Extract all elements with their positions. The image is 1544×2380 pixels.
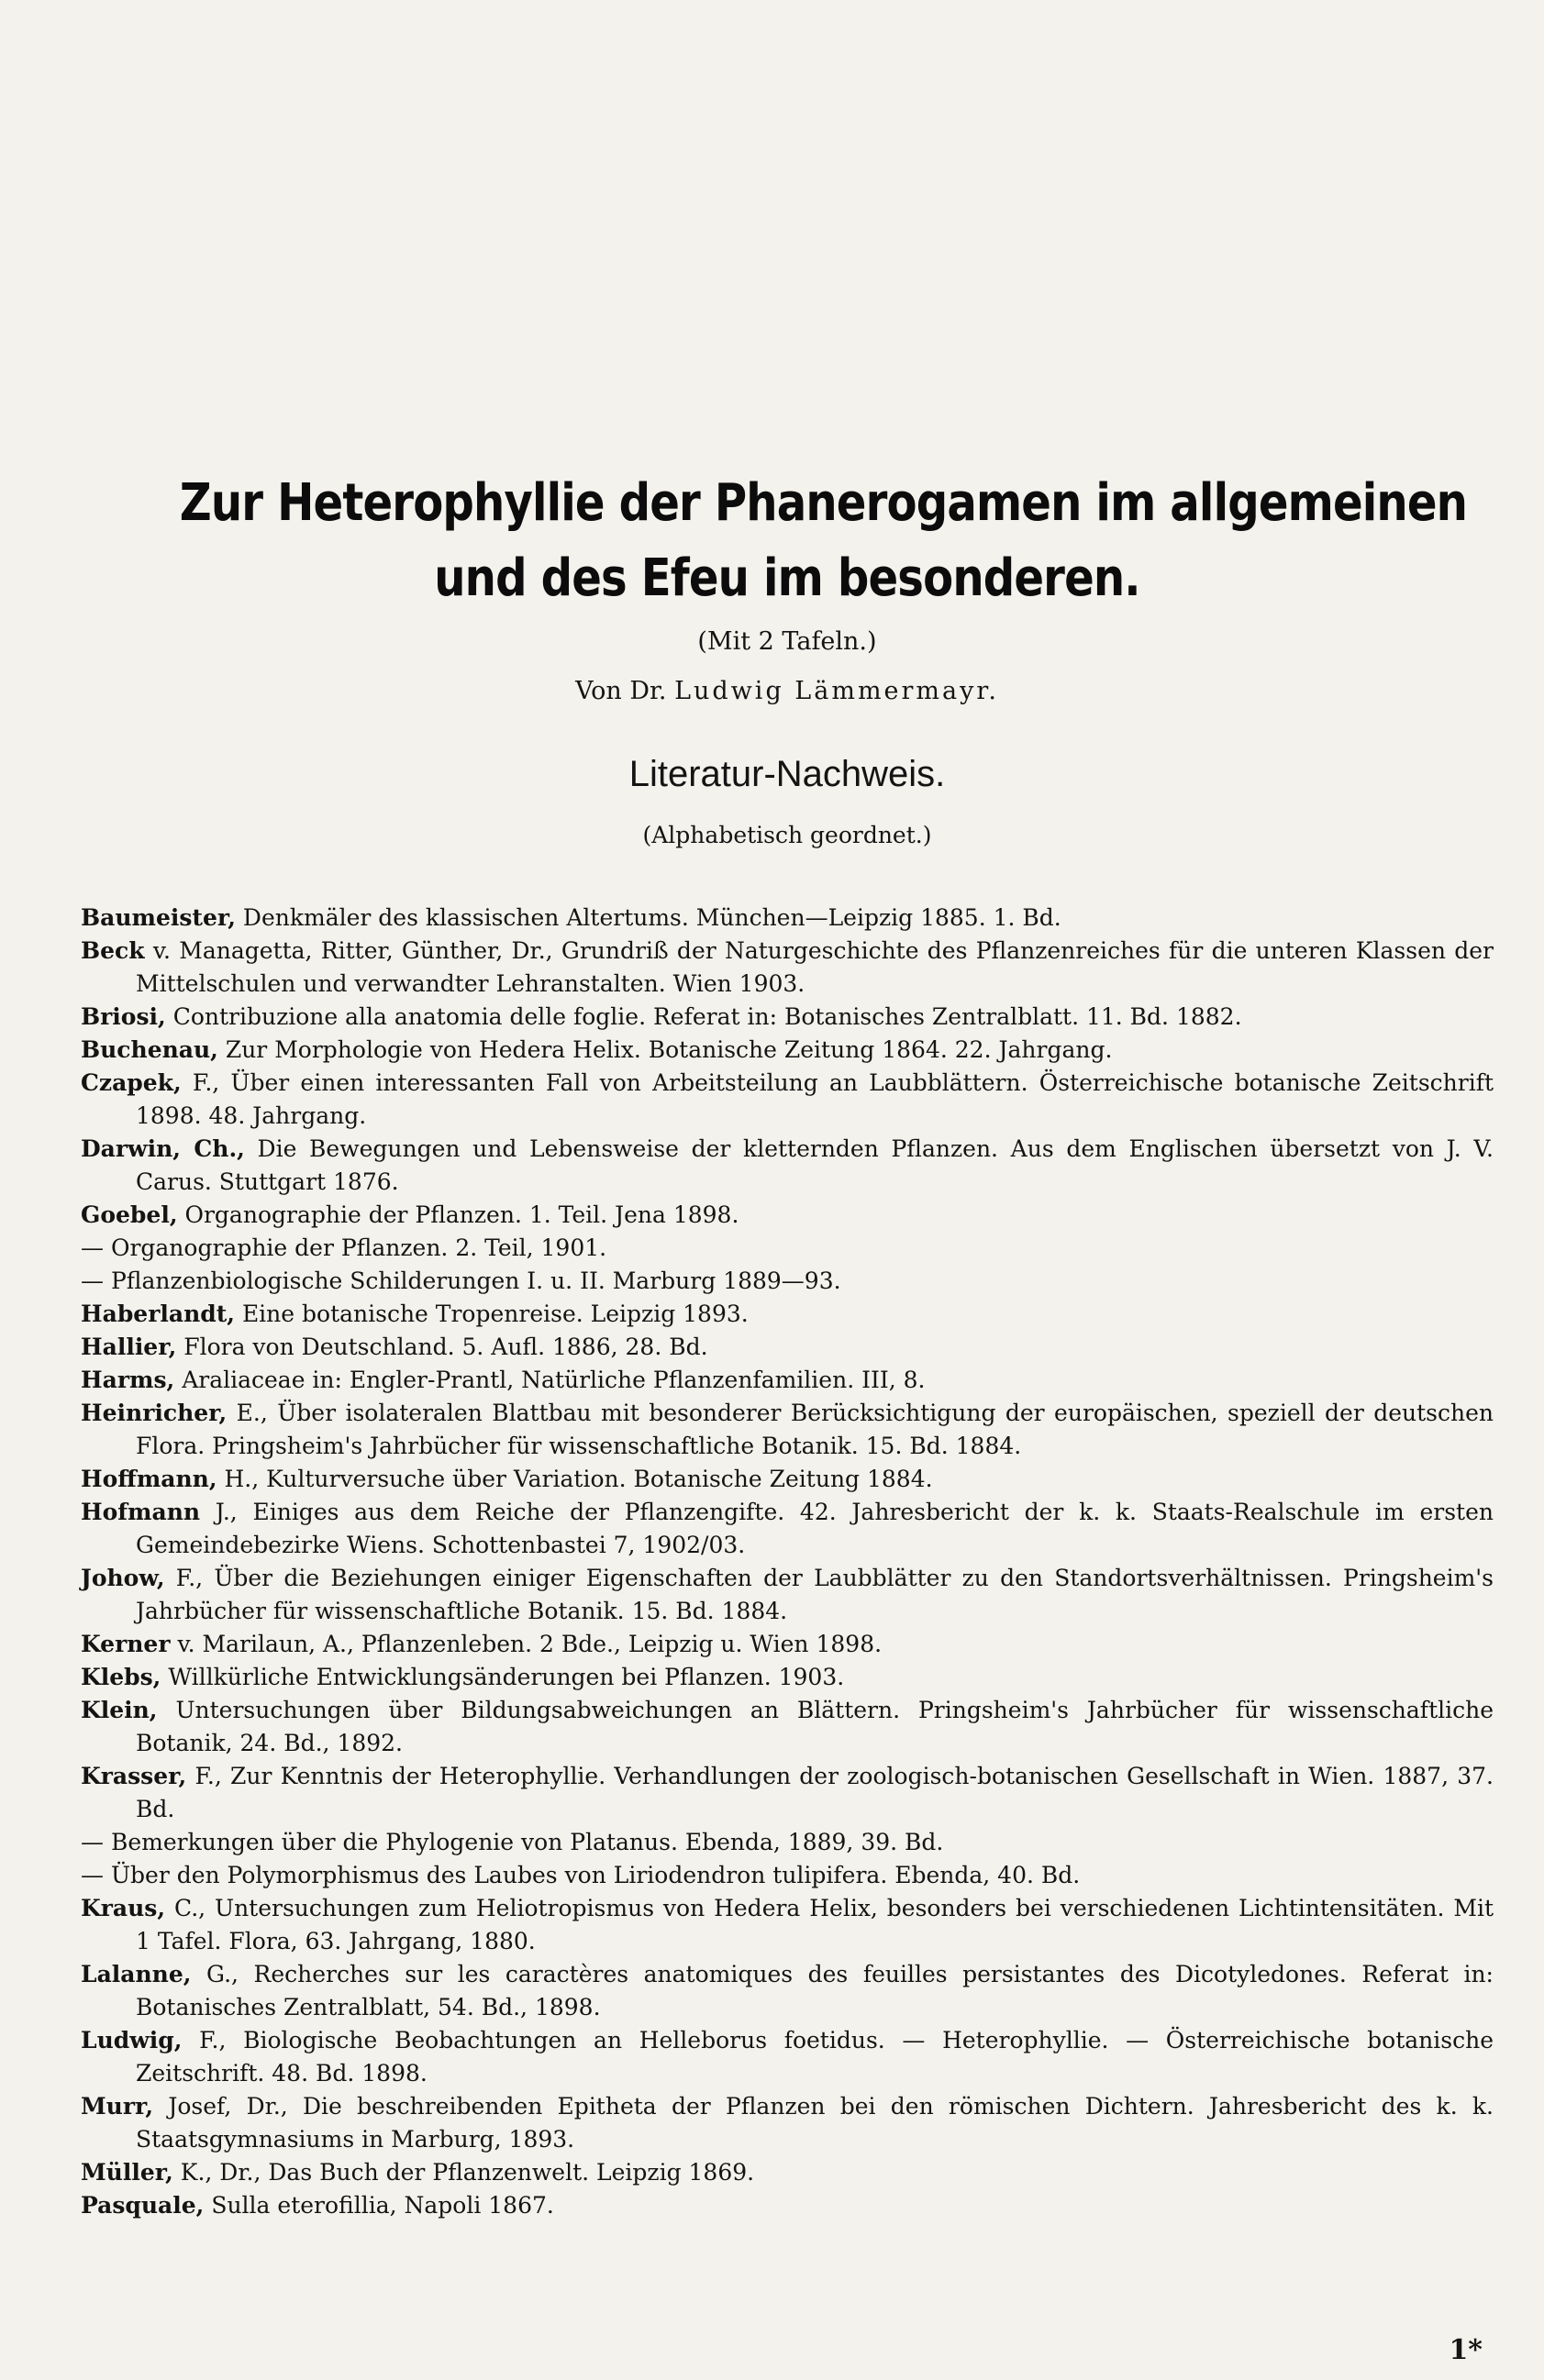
reference-entry bbox=[81, 1694, 1494, 1760]
reference-text: Araliaceae in: Engler-Prantl, Natürliche Pflanzenfamilien. III, 8. bbox=[182, 1367, 926, 1393]
reference-text: H., Kulturversuche über Variation. Botanische Zeitung 1884. bbox=[224, 1466, 933, 1492]
reference-entry bbox=[81, 1661, 1494, 1694]
reference-text: G., Recherches sur les caractères anatomiques des feuilles persistantes des Dicotyledones. Referat in: Botanisches Zentralblatt, 54. Bd., 1898. bbox=[136, 1961, 1494, 2020]
reference-entry bbox=[81, 1133, 1494, 1199]
reference-entry bbox=[81, 1859, 1494, 1892]
reference-text: Eine botanische Tropenreise. Leipzig 1893. bbox=[241, 1301, 749, 1327]
reference-text: F., Zur Kenntnis der Heterophyllie. Verhandlungen der zoologisch-botanischen Gesellschaft in Wien. 1887, 37. Bd. bbox=[136, 1763, 1494, 1822]
reference-author: Murr, bbox=[81, 2093, 154, 2120]
reference-entry bbox=[81, 2024, 1494, 2090]
reference-author: Goebel, bbox=[81, 1201, 178, 1228]
reference-text: v. Managetta, Ritter, Günther, Dr., Grundriß der Naturgeschichte des Pflanzenreiches für die unteren Klassen der Mittelschulen und verwandter Lehranstalten. Wien 1903. bbox=[136, 937, 1494, 997]
reference-entry bbox=[81, 1826, 1494, 1859]
title-line-2: und des Efeu im besonderen. bbox=[434, 548, 1140, 608]
reference-text: J., Einiges aus dem Reiche der Pflanzengifte. 42. Jahresbericht der k. k. Staats-Realschule im ersten Gemeindebezirke Wiens. Schottenbastei 7, 1902/03. bbox=[136, 1499, 1494, 1558]
reference-entry bbox=[81, 2090, 1494, 2156]
reference-text: F., Über einen interessanten Fall von Arbeitsteilung an Laubblättern. Österreichische botanische Zeitschrift 1898. 48. Jahrgang. bbox=[136, 1069, 1494, 1129]
reference-author: Müller, bbox=[81, 2159, 173, 2186]
reference-author: Baumeister, bbox=[81, 904, 236, 931]
reference-entry bbox=[81, 1034, 1494, 1067]
reference-author: Kerner bbox=[81, 1631, 171, 1657]
reference-author: Haberlandt, bbox=[81, 1301, 235, 1327]
reference-entry bbox=[81, 1463, 1494, 1496]
author-line bbox=[81, 677, 1494, 705]
reference-text: K., Dr., Das Buch der Pflanzenwelt. Leipzig 1869. bbox=[180, 2159, 755, 2186]
plates-note: (Mit 2 Tafeln.) bbox=[697, 627, 877, 656]
reference-entry bbox=[81, 1331, 1494, 1364]
reference-author: Hofmann bbox=[81, 1499, 201, 1525]
reference-entry bbox=[81, 1364, 1494, 1397]
reference-text: Denkmäler des klassischen Altertums. München—Leipzig 1885. 1. Bd. bbox=[242, 904, 1061, 931]
reference-entry bbox=[81, 1199, 1494, 1232]
reference-text: Contribuzione alla anatomia delle foglie. Referat in: Botanisches Zentralblatt. 11. Bd. 1882. bbox=[172, 1003, 1242, 1030]
reference-entry bbox=[81, 1232, 1494, 1265]
reference-text: F., Über die Beziehungen einiger Eigenschaften der Laubblätter zu den Standortsverhältnissen. Pringsheim's Jahrbücher für wissenschaftliche Botanik. 15. Bd. 1884. bbox=[136, 1565, 1494, 1624]
reference-author: Pasquale, bbox=[81, 2192, 205, 2219]
reference-author: Krasser, bbox=[81, 1763, 187, 1789]
reference-entry bbox=[81, 1496, 1494, 1562]
reference-text: v. Marilaun, A., Pflanzenleben. 2 Bde., Leipzig u. Wien 1898. bbox=[177, 1631, 883, 1657]
section-note: (Alphabetisch geordnet.) bbox=[642, 822, 932, 848]
reference-entry bbox=[81, 1001, 1494, 1034]
reference-text: Josef, Dr., Die beschreibenden Epitheta der Pflanzen bei den römischen Dichtern. Jahresbericht des k. k. Staatsgymnasiums in Marburg, 1893. bbox=[136, 2093, 1494, 2153]
reference-author: Johow, bbox=[81, 1565, 165, 1591]
reference-author: Klein, bbox=[81, 1697, 158, 1723]
reference-author: Klebs, bbox=[81, 1664, 161, 1690]
reference-text: Organographie der Pflanzen. 1. Teil. Jena 1898. bbox=[184, 1201, 739, 1228]
reference-entry bbox=[81, 2189, 1494, 2222]
reference-text: Willkürliche Entwicklungsänderungen bei Pflanzen. 1903. bbox=[168, 1664, 845, 1690]
reference-author: Ludwig, bbox=[81, 2027, 183, 2053]
reference-author: Darwin, Ch., bbox=[81, 1135, 245, 1162]
page-number: 1* bbox=[1449, 2334, 1483, 2366]
reference-author: Heinricher, bbox=[81, 1400, 228, 1426]
reference-text: Die Bewegungen und Lebensweise der kletternden Pflanzen. Aus dem Englischen übersetzt von J. V. Carus. Stuttgart 1876. bbox=[136, 1135, 1494, 1195]
reference-entry bbox=[81, 1067, 1494, 1133]
reference-text: C., Untersuchungen zum Heliotropismus von Hedera Helix, besonders bei verschiedenen Lichtintensitäten. Mit 1 Tafel. Flora, 63. Jahrgang, 1880. bbox=[136, 1895, 1494, 1954]
reference-text: Sulla eterofillia, Napoli 1867. bbox=[211, 2192, 554, 2219]
author-prefix: Von Dr. bbox=[575, 677, 667, 705]
reference-text: F., Biologische Beobachtungen an Helleborus foetidus. — Heterophyllie. — Österreichische botanische Zeitschrift. 48. Bd. 1898. bbox=[136, 2027, 1494, 2087]
reference-text: — Pflanzenbiologische Schilderungen I. u. II. Marburg 1889—93. bbox=[81, 1267, 841, 1294]
reference-text: — Über den Polymorphismus des Laubes von Liriodendron tulipifera. Ebenda, 40. Bd. bbox=[81, 1862, 1081, 1888]
reference-text: Untersuchungen über Bildungsabweichungen an Blättern. Pringsheim's Jahrbücher für wissenschaftliche Botanik, 24. Bd., 1892. bbox=[136, 1697, 1494, 1756]
reference-entry bbox=[81, 2156, 1494, 2189]
reference-entry bbox=[81, 1892, 1494, 1958]
author-name: Ludwig Lämmermayr. bbox=[674, 677, 999, 705]
title-line-1: Zur Heterophyllie der Phanerogamen im allgemeinen bbox=[179, 473, 1468, 533]
reference-text: E., Über isolateralen Blattbau mit besonderer Berücksichtigung der europäischen, speziell der deutschen Flora. Pringsheim's Jahrbücher für wissenschaftliche Botanik. 15. Bd. 1884. bbox=[136, 1400, 1494, 1459]
reference-entry bbox=[81, 1397, 1494, 1463]
reference-text: — Organographie der Pflanzen. 2. Teil, 1901. bbox=[81, 1234, 607, 1261]
reference-entry bbox=[81, 1562, 1494, 1628]
document-page bbox=[81, 0, 1494, 2380]
reference-author: Briosi, bbox=[81, 1003, 166, 1030]
reference-author: Hoffmann, bbox=[81, 1466, 217, 1492]
reference-entry bbox=[81, 1265, 1494, 1298]
reference-author: Lalanne, bbox=[81, 1961, 192, 1987]
reference-text: — Bemerkungen über die Phylogenie von Platanus. Ebenda, 1889, 39. Bd. bbox=[81, 1829, 944, 1855]
reference-author: Kraus, bbox=[81, 1895, 166, 1921]
reference-text: Flora von Deutschland. 5. Aufl. 1886, 28. Bd. bbox=[183, 1334, 708, 1360]
reference-entry bbox=[81, 1298, 1494, 1331]
reference-author: Hallier, bbox=[81, 1334, 177, 1360]
reference-entry bbox=[81, 1958, 1494, 2024]
reference-entry bbox=[81, 935, 1494, 1001]
reference-entry bbox=[81, 1760, 1494, 1826]
article-title bbox=[179, 466, 1468, 616]
reference-text: Zur Morphologie von Hedera Helix. Botanische Zeitung 1864. 22. Jahrgang. bbox=[225, 1036, 1113, 1063]
reference-author: Beck bbox=[81, 937, 145, 964]
reference-list bbox=[81, 902, 1494, 2222]
section-heading: Literatur-Nachweis. bbox=[628, 754, 946, 794]
reference-entry bbox=[81, 902, 1494, 935]
reference-author: Buchenau, bbox=[81, 1036, 218, 1063]
reference-author: Harms, bbox=[81, 1367, 175, 1393]
reference-author: Czapek, bbox=[81, 1069, 182, 1096]
reference-entry bbox=[81, 1628, 1494, 1661]
